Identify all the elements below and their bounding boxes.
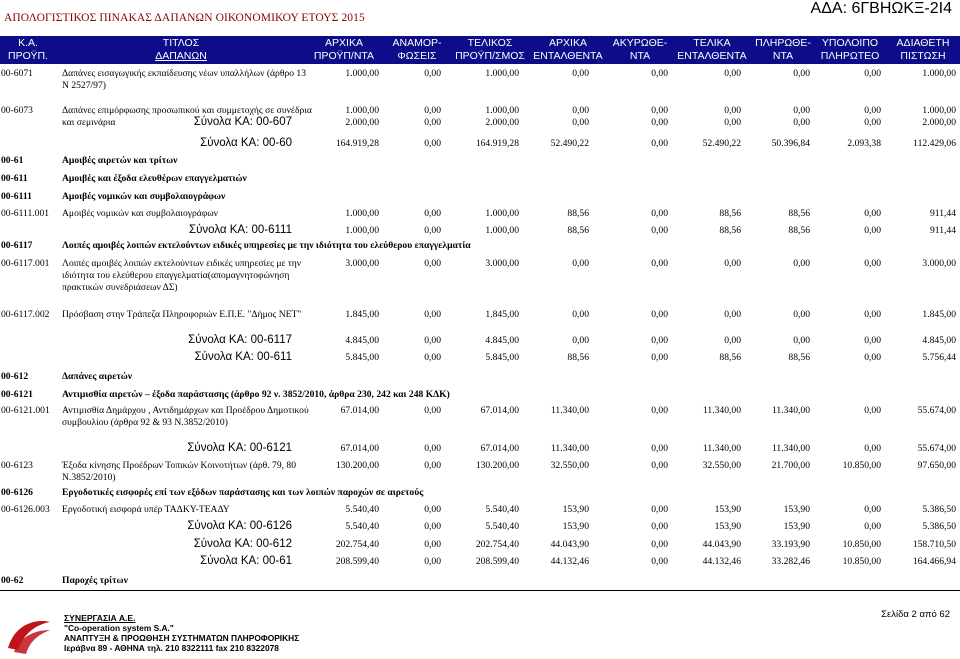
cell-value: 0,00 [724,309,741,320]
cell-value: 67.014,00 [340,405,379,416]
group-header-row [0,389,960,403]
company-info [64,613,299,653]
cell-value: 1.000,00 [345,105,379,116]
cell-value: 202.754,40 [335,539,379,550]
cell-value: 0,00 [651,335,668,346]
group-header-row [0,487,960,501]
table-row [0,258,960,304]
row-description: Αμοιβές νομικών και συμβολαιογράφων [62,208,219,219]
cell-value: 0,00 [424,309,441,320]
row-description: Αμοιβές νομικών και συμβολαιογράφων [62,191,226,202]
cell-value: 88,56 [719,208,741,219]
row-description: Εργοδοτική εισφορά υπέρ ΤΑΔΚΥ-ΤΕΑΔΥ [62,504,230,515]
cell-value: 0,00 [572,105,589,116]
total-label: Σύνολα ΚΑ: 00-6121 [187,442,292,454]
cell-value: 0,00 [724,117,741,128]
cell-value: 88,56 [788,225,810,236]
cell-value: 0,00 [864,225,881,236]
group-header-row [0,371,960,385]
cell-value: 208.599,40 [475,556,519,567]
group-header-row [0,173,960,187]
cell-value: 0,00 [864,504,881,515]
ada-code: ΑΔΑ: 6ΓΒΗΩΚΞ-2Ι4 [810,0,952,17]
cell-value: 88,56 [788,352,810,363]
col-header-initial-budget: ΑΡΧΙΚΑ ΠΡΟΫΠ/ΝΤΑ [313,37,375,62]
cell-value: 97.650,00 [917,460,956,471]
cell-value: 11.340,00 [702,405,741,416]
document-title: ΑΠΟΛΟΓΙΣΤΙΚΟΣ ΠΙΝΑΚΑΣ ΔΑΠΑΝΩΝ ΟΙΚΟΝΟΜΙΚΟΥ ΕΤΟΥΣ 2015 [4,12,365,24]
cell-value: 0,00 [424,556,441,567]
cell-value: 1.845,00 [922,309,956,320]
cell-value: 88,56 [719,225,741,236]
cell-value: 0,00 [651,352,668,363]
cell-value: 11.340,00 [771,405,810,416]
cell-value: 5.540,40 [485,521,519,532]
cell-value: 55.674,00 [917,405,956,416]
cell-value: 0,00 [424,105,441,116]
cell-value: 67.014,00 [480,443,519,454]
cell-value: 0,00 [424,443,441,454]
cell-value: 11.340,00 [550,443,589,454]
total-row [0,225,960,239]
cell-value: 11.340,00 [702,443,741,454]
cell-value: 88,56 [719,352,741,363]
group-header-row [0,191,960,205]
cell-value: 5.386,50 [922,504,956,515]
cell-value: 55.674,00 [917,443,956,454]
cell-value: 0,00 [424,405,441,416]
cell-value: 5.540,40 [345,521,379,532]
total-row [0,521,960,535]
cell-value: 0,00 [793,335,810,346]
row-code: 00-6117 [1,240,33,251]
row-description: Παροχές τρίτων [62,575,128,586]
total-label: Σύνολα ΚΑ: 00-607 [193,116,292,128]
cell-value: 1.000,00 [485,208,519,219]
cell-value: 88,56 [567,208,589,219]
cell-value: 1.000,00 [485,68,519,79]
total-row [0,556,960,570]
cell-value: 32.550,00 [702,460,741,471]
cell-value: 1.000,00 [345,68,379,79]
cell-value: 0,00 [651,504,668,515]
table-row [0,309,960,333]
cell-value: 21.700,00 [771,460,810,471]
cell-value: 2.000,00 [345,117,379,128]
cell-value: 0,00 [572,117,589,128]
cell-value: 0,00 [424,335,441,346]
col-header-balance-payable: ΥΠΟΛΟΙΠΟ ΠΛΗΡΩΤΕΟ [820,37,880,62]
cell-value: 0,00 [793,258,810,269]
total-label: Σύνολα ΚΑ: 00-611 [194,351,292,363]
cell-value: 0,00 [793,309,810,320]
cell-value: 5.540,40 [345,504,379,515]
cell-value: 0,00 [864,405,881,416]
row-code: 00-6121.001 [1,405,50,416]
cell-value: 0,00 [793,105,810,116]
total-label: Σύνολα ΚΑ: 00-6117 [188,334,292,346]
cell-value: 0,00 [651,405,668,416]
cell-value: 2.000,00 [922,117,956,128]
total-row [0,335,960,349]
table-row [0,460,960,484]
cell-value: 3.000,00 [345,258,379,269]
cell-value: 67.014,00 [480,405,519,416]
row-description: Λοιπές αμοιβές λοιπών εκτελούντων ειδικές υπηρεσίες με την ιδιότητα του ελεύθερου επαγγελματία [62,240,471,251]
total-label: Σύνολα ΚΑ: 00-61 [200,555,292,567]
table-row [0,405,960,439]
cell-value: 2.000,00 [485,117,519,128]
cell-value: 0,00 [424,521,441,532]
cell-value: 202.754,40 [475,539,519,550]
cell-value: 0,00 [724,105,741,116]
cell-value: 158.710,50 [912,539,956,550]
cell-value: 5.845,00 [485,352,519,363]
col-header-code: Κ.Α. ΠΡΟΫΠ. [8,37,48,62]
cell-value: 0,00 [651,258,668,269]
row-description: Λοιπές αμοιβές λοιπών εκτελούντων ειδικές υπηρεσίες με την ιδιότητα του ελεύθερου επαγγελματία(απομαγνητοφώνηση πρακτικών συνεδριάσεων ΔΣ) [62,258,302,293]
cell-value: 0,00 [651,117,668,128]
cell-value: 0,00 [424,138,441,149]
col-header-cancelled: ΑΚΥΡΩΘΕ- ΝΤΑ [612,37,668,62]
cell-value: 153,90 [714,504,741,515]
footer-divider [0,590,960,591]
cell-value: 153,90 [562,504,589,515]
row-description: Αντιμισθία Δημάρχου , Αντιδημάρχων και Προέδρου Δημοτικού συμβουλίου (άρθρα 92 & 93 Ν.3852/2010) [62,405,309,428]
group-header-row [0,155,960,169]
total-label: Σύνολα ΚΑ: 00-6126 [187,520,292,532]
cell-value: 0,00 [424,117,441,128]
cell-value: 10.850,00 [842,539,881,550]
cell-value: 0,00 [864,258,881,269]
cell-value: 1.000,00 [485,105,519,116]
total-label: Σύνολα ΚΑ: 00-60 [200,137,292,149]
cell-value: 208.599,40 [335,556,379,567]
row-description: Δαπάνες αιρετών [62,371,133,382]
cell-value: 0,00 [724,335,741,346]
cell-value: 67.014,00 [340,443,379,454]
cell-value: 44.043,90 [550,539,589,550]
row-code: 00-62 [1,575,24,586]
row-description: Εργοδοτικές εισφορές επί των εξόδων παράστασης και των λοιπών παροχών σε αιρετούς [62,487,424,498]
total-row [0,443,960,457]
cell-value: 0,00 [424,68,441,79]
row-code: 00-6117.002 [1,309,50,320]
cell-value: 0,00 [651,68,668,79]
cell-value: 0,00 [424,352,441,363]
cell-value: 911,44 [929,225,956,236]
cell-value: 0,00 [651,225,668,236]
row-description: Αμοιβές και έξοδα ελευθέρων επαγγελματιών [62,173,247,184]
cell-value: 5.756,44 [922,352,956,363]
row-code: 00-61 [1,155,24,166]
cell-value: 5.540,40 [485,504,519,515]
cell-value: 0,00 [651,539,668,550]
table-row [0,68,960,92]
row-code: 00-6071 [1,68,33,79]
cell-value: 4.845,00 [345,335,379,346]
cell-value: 52.490,22 [550,138,589,149]
total-row [0,539,960,553]
cell-value: 11.340,00 [550,405,589,416]
group-header-row [0,240,960,254]
cell-value: 88,56 [567,225,589,236]
cell-value: 153,90 [562,521,589,532]
page-number: Σελίδα 2 από 62 [881,609,950,620]
cell-value: 0,00 [651,105,668,116]
col-header-amendments: ΑΝΑΜΟΡ- ΦΩΣΕΙΣ [392,37,442,62]
cell-value: 0,00 [651,460,668,471]
cell-value: 33.193,90 [771,539,810,550]
cell-value: 0,00 [572,258,589,269]
cell-value: 0,00 [651,443,668,454]
cell-value: 1.845,00 [485,309,519,320]
cell-value: 0,00 [651,138,668,149]
row-code: 00-6111.001 [1,208,50,219]
cell-value: 153,90 [783,504,810,515]
cell-value: 10.850,00 [842,460,881,471]
total-row [0,117,960,131]
company-address: Ιεράβνα 89 - ΑΘΗΝΑ τηλ. 210 8322111 fax 210 8322078 [64,643,279,653]
cell-value: 44.132,46 [702,556,741,567]
cell-value: 0,00 [572,335,589,346]
row-code: 00-612 [1,371,29,382]
row-description: Πρόσβαση στην Τράπεζα Πληροφοριών Ε.Π.Ε. "Δήμος ΝΕΤ" [62,309,302,320]
cell-value: 0,00 [651,309,668,320]
row-description: Αντιμισθία αιρετών – έξοδα παράστασης (άρθρο 92 ν. 3852/2010, άρθρα 230, 242 και 248 ΚΔΚ) [62,389,450,400]
col-header-final-budget: ΤΕΛΙΚΟΣ ΠΡΟΫΠ/ΣΜΟΣ [455,37,525,62]
cell-value: 130.200,00 [475,460,519,471]
cell-value: 88,56 [567,352,589,363]
total-row [0,352,960,366]
cell-value: 0,00 [864,105,881,116]
cell-value: 0,00 [864,208,881,219]
row-description: Έξοδα κίνησης Προέδρων Τοπικών Κοινοτήτων (άρθ. 79, 80 Ν.3852/2010) [62,460,297,483]
cell-value: 153,90 [714,521,741,532]
cell-value: 0,00 [424,208,441,219]
row-description: Δαπάνες εισαγωγικής εκπαίδευσης νέων υπαλλήλων (άρθρο 13 Ν 2527/97) [62,68,307,91]
row-code: 00-6123 [1,460,33,471]
cell-value: 0,00 [793,68,810,79]
total-label: Σύνολα ΚΑ: 00-6111 [189,224,292,236]
table-row [0,208,960,222]
cell-value: 10.850,00 [842,556,881,567]
row-description: Δαπάνες επιμόρφωσης προσωπικού και συμμετοχής σε συνέδρια και σεμινάρια [62,105,312,128]
cell-value: 0,00 [864,117,881,128]
row-code: 00-6126.003 [1,504,50,515]
cell-value: 164.466,94 [912,556,956,567]
cell-value: 0,00 [424,225,441,236]
cell-value: 3.000,00 [485,258,519,269]
cell-value: 1.000,00 [345,225,379,236]
cell-value: 5.845,00 [345,352,379,363]
row-code: 00-6126 [1,487,33,498]
cell-value: 0,00 [864,309,881,320]
cell-value: 0,00 [864,443,881,454]
cell-value: 0,00 [724,68,741,79]
row-code: 00-6073 [1,105,33,116]
company-logo-icon [4,616,54,656]
row-code: 00-6117.001 [1,258,50,269]
cell-value: 0,00 [651,208,668,219]
col-header-unallocated-credit: ΑΔΙΑΘΕΤΗ ΠΙΣΤΩΣΗ [896,37,950,62]
cell-value: 130.200,00 [335,460,379,471]
cell-value: 911,44 [929,208,956,219]
cell-value: 0,00 [864,68,881,79]
row-description: Αμοιβές αιρετών και τρίτων [62,155,178,166]
row-code: 00-6121 [1,389,33,400]
table-row [0,504,960,518]
cell-value: 0,00 [864,352,881,363]
total-row [0,138,960,152]
cell-value: 50.396,84 [771,138,810,149]
cell-value: 44.043,90 [702,539,741,550]
col-header-title: ΤΙΤΛΟΣ ΔΑΠΑΝΩΝ [155,37,207,62]
cell-value: 2.093,38 [847,138,881,149]
cell-value: 0,00 [572,309,589,320]
cell-value: 0,00 [424,504,441,515]
cell-value: 0,00 [424,460,441,471]
cell-value: 1.000,00 [345,208,379,219]
row-code: 00-611 [1,173,28,184]
cell-value: 11.340,00 [771,443,810,454]
cell-value: 164.919,28 [335,138,379,149]
cell-value: 0,00 [651,556,668,567]
cell-value: 0,00 [793,117,810,128]
cell-value: 0,00 [724,258,741,269]
cell-value: 4.845,00 [485,335,519,346]
company-description: ΑΝΑΠΤΥΞΗ & ΠΡΟΩΘΗΣΗ ΣΥΣΤΗΜΑΤΩΝ ΠΛΗΡΟΦΟΡΙΚΗΣ [64,633,300,643]
cell-value: 153,90 [783,521,810,532]
cell-value: 1.000,00 [922,105,956,116]
row-code: 00-6111 [1,191,32,202]
cell-value: 88,56 [788,208,810,219]
col-header-paid: ΠΛΗΡΩΘΕ- ΝΤΑ [755,37,811,62]
cell-value: 0,00 [424,258,441,269]
company-english-name: "Co-operation system S.A." [64,623,174,633]
table-header [0,36,960,64]
cell-value: 52.490,22 [702,138,741,149]
cell-value: 1.000,00 [485,225,519,236]
cell-value: 112.429,06 [913,138,956,149]
col-header-initial-committed: ΑΡΧΙΚΑ ΕΝΤΑΛΘΕΝΤΑ [533,37,603,62]
col-header-final-committed: ΤΕΛΙΚΑ ΕΝΤΑΛΘΕΝΤΑ [677,37,747,62]
cell-value: 5.386,50 [922,521,956,532]
cell-value: 0,00 [572,68,589,79]
cell-value: 0,00 [864,335,881,346]
cell-value: 1.845,00 [345,309,379,320]
cell-value: 0,00 [651,521,668,532]
company-name: ΣΥΝΕΡΓΑΣΙΑ Α.Ε. [64,613,136,623]
cell-value: 0,00 [424,539,441,550]
cell-value: 1.000,00 [922,68,956,79]
total-label: Σύνολα ΚΑ: 00-612 [193,538,292,550]
cell-value: 164.919,28 [475,138,519,149]
cell-value: 3.000,00 [922,258,956,269]
cell-value: 44.132,46 [550,556,589,567]
cell-value: 4.845,00 [922,335,956,346]
cell-value: 33.282,46 [771,556,810,567]
cell-value: 32.550,00 [550,460,589,471]
cell-value: 0,00 [864,521,881,532]
group-header-row [0,575,960,589]
